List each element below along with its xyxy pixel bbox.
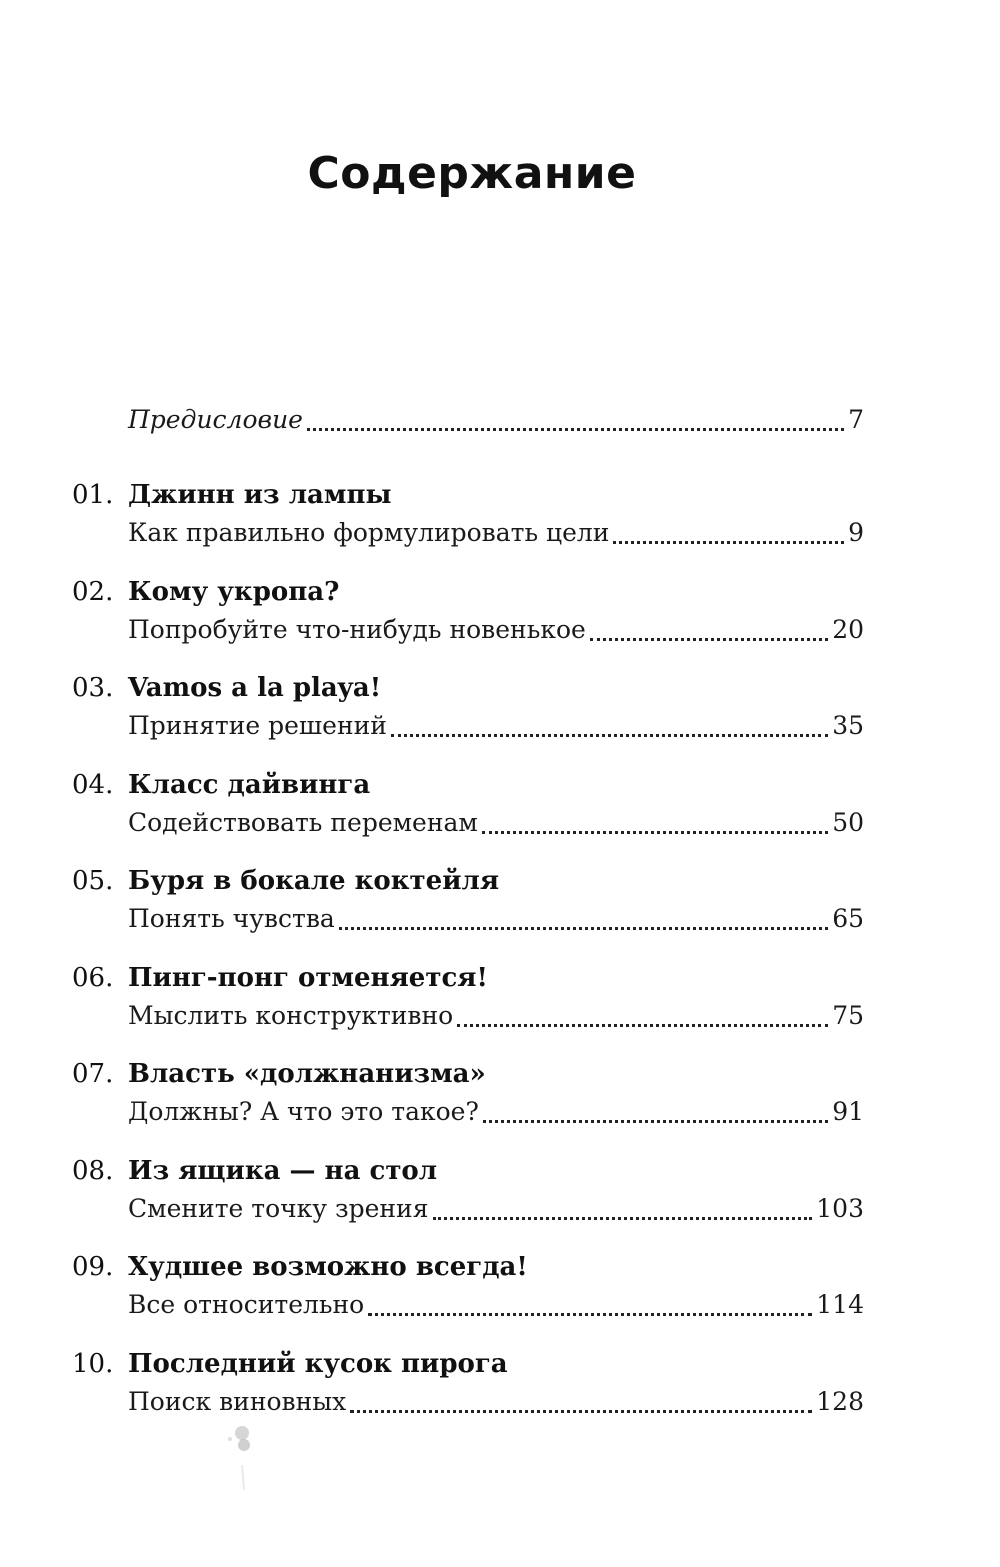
chapter-heading[interactable] [72,1252,872,1288]
chapter-heading[interactable] [72,577,872,613]
dot-leader [613,540,844,544]
chapter-page: 35 [832,711,864,740]
dot-leader [339,926,828,930]
chapter-page: 114 [816,1290,864,1319]
chapter-title: Пинг-понг отменяется! [128,963,488,993]
chapter-heading[interactable] [72,1349,872,1385]
chapter-heading[interactable] [72,866,872,902]
chapter-subtitle: Как правильно формулировать цели [128,518,610,547]
chapter-subtitle: Поиск виновных [128,1387,347,1416]
chapter-number: 08. [72,1156,114,1186]
dot-leader [433,1216,813,1220]
chapter-page: 75 [832,1001,864,1030]
chapter-subtitle: Смените точку зрения [128,1194,429,1223]
chapter-title: Класс дайвинга [128,770,371,800]
chapter-page: 9 [848,518,864,547]
chapter-number: 03. [72,673,114,703]
dot-leader [307,427,844,431]
dot-leader [457,1023,828,1027]
chapter-page: 128 [816,1387,864,1416]
chapter-title: Из ящика — на стол [128,1156,438,1186]
chapter-title: Последний кусок пирога [128,1349,508,1379]
dot-leader [350,1409,812,1413]
chapter-title: Худшее возможно всегда! [128,1252,528,1282]
chapter-number: 02. [72,577,114,607]
chapter-title: Vamos a la playa! [128,673,382,703]
chapter-entry[interactable] [128,1194,864,1228]
chapter-subtitle: Попробуйте что-нибудь новенькое [128,615,586,644]
chapter-number: 07. [72,1059,114,1089]
chapter-subtitle: Понять чувства [128,904,335,933]
chapter-entry[interactable] [128,711,864,745]
chapter-subtitle: Все относительно [128,1290,365,1319]
ink-smudge [222,1405,262,1495]
chapter-subtitle: Принятие решений [128,711,387,740]
chapter-heading[interactable] [72,963,872,999]
chapter-heading[interactable] [72,673,872,709]
chapter-entry[interactable] [128,518,864,552]
chapter-entry[interactable] [128,1097,864,1131]
chapter-number: 05. [72,866,114,896]
chapter-entry[interactable] [128,1290,864,1324]
chapter-heading[interactable] [72,1156,872,1192]
preface-page: 7 [848,405,864,434]
chapter-entry[interactable] [128,904,864,938]
chapter-heading[interactable] [72,1059,872,1095]
preface-label: Предисловие [128,405,303,434]
chapter-subtitle: Содействовать переменам [128,808,478,837]
chapter-title: Власть «должнанизма» [128,1059,486,1089]
chapter-heading[interactable] [72,770,872,806]
dot-leader [590,637,828,641]
chapter-page: 20 [832,615,864,644]
chapter-page: 50 [832,808,864,837]
preface-entry[interactable] [128,405,864,439]
chapter-entry[interactable] [128,808,864,842]
page-title: Содержание [307,148,637,199]
chapter-number: 06. [72,963,114,993]
chapter-number: 10. [72,1349,114,1379]
chapter-entry[interactable] [128,615,864,649]
chapter-page: 103 [816,1194,864,1223]
chapter-title: Джинн из лампы [128,480,392,510]
chapter-number: 09. [72,1252,114,1282]
chapter-subtitle: Должны? А что это такое? [128,1097,479,1126]
dot-leader [391,733,828,737]
dot-leader [483,1119,828,1123]
chapter-number: 04. [72,770,114,800]
chapter-heading[interactable] [72,480,872,516]
dot-leader [368,1312,812,1316]
chapter-page: 65 [832,904,864,933]
chapter-number: 01. [72,480,114,510]
chapter-title: Буря в бокале коктейля [128,866,500,896]
chapter-page: 91 [832,1097,864,1126]
chapter-subtitle: Мыслить конструктивно [128,1001,454,1030]
chapter-title: Кому укропа? [128,577,340,607]
dot-leader [482,830,828,834]
chapter-entry[interactable] [128,1001,864,1035]
